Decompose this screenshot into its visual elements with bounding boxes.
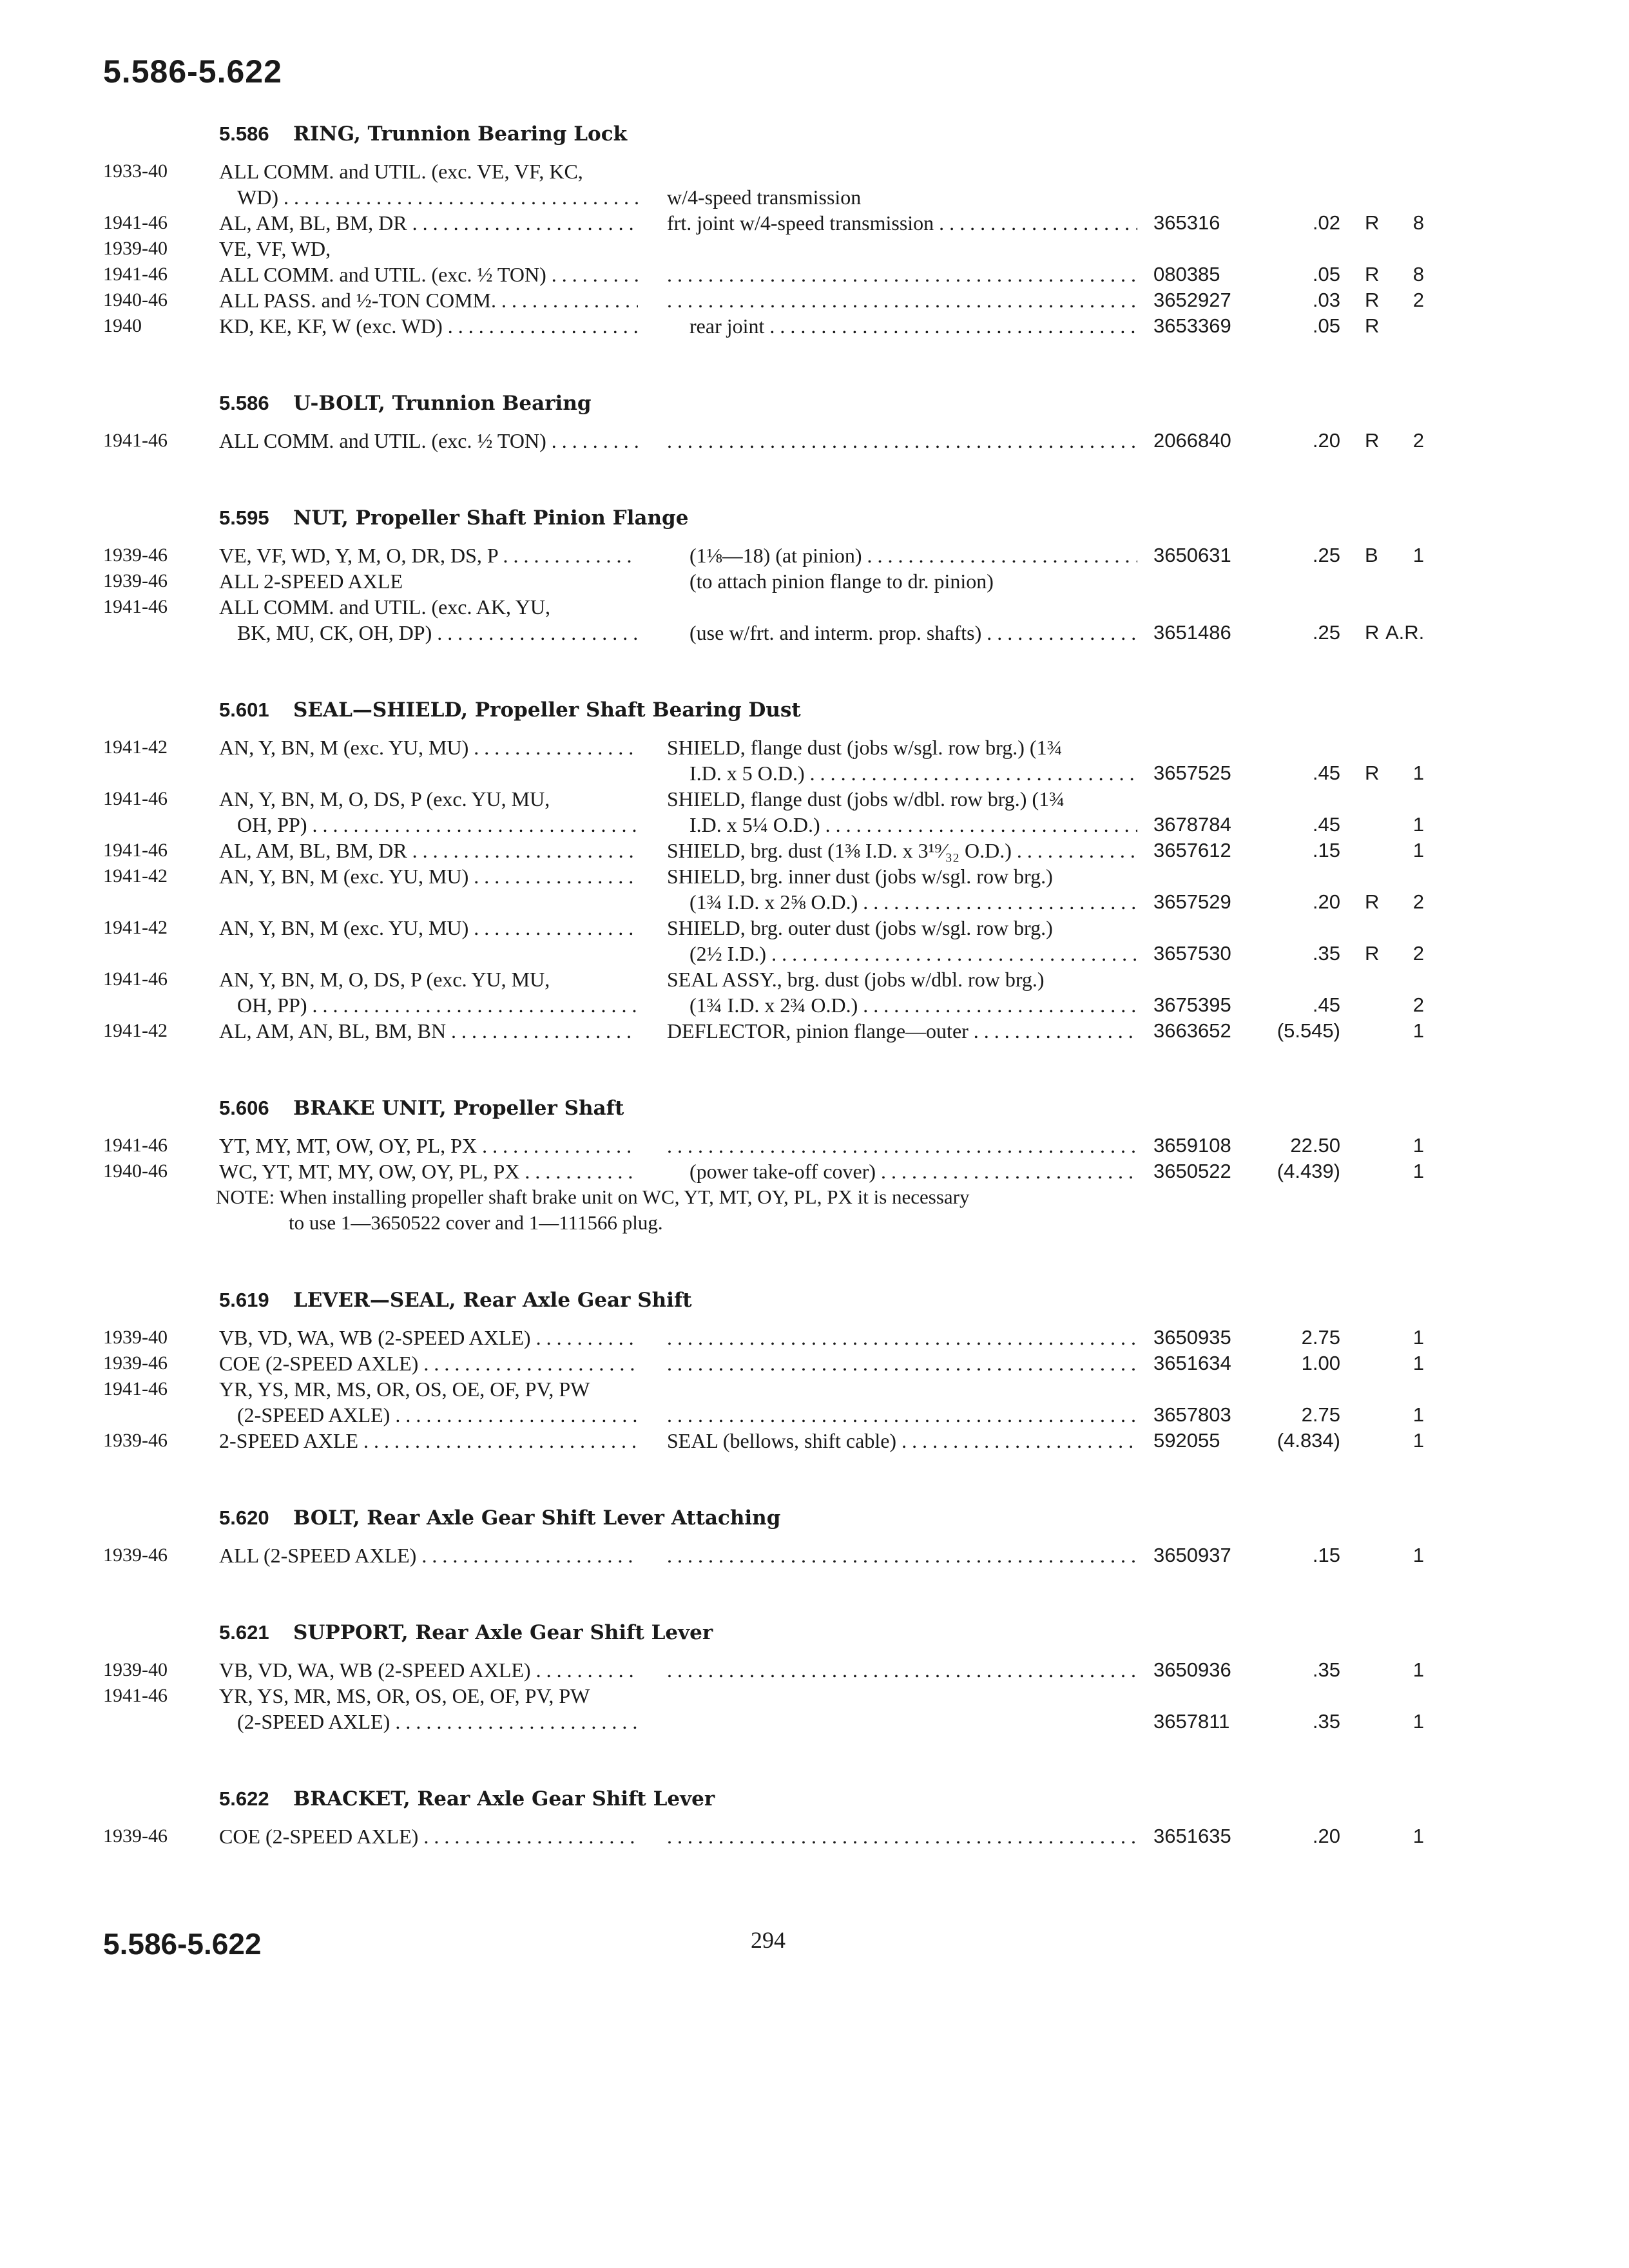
model-codes: AL, AM, BL, BM, DR . . . xyxy=(219,838,638,863)
section-title xyxy=(0,1500,1629,1542)
model-codes: VB, VD, WA, WB (2-SPEED AXLE) . . . xyxy=(219,1325,638,1350)
catalog-section xyxy=(0,1781,1629,1849)
parts-line xyxy=(0,1657,1629,1683)
part-number: 3678784 xyxy=(1153,813,1231,836)
section-title xyxy=(0,116,1629,159)
quantity: 2 xyxy=(1412,289,1424,311)
parts-line xyxy=(0,1428,1629,1454)
part-description: SHIELD, brg. outer dust (jobs w/sgl. row brg.) xyxy=(667,916,1053,939)
year-range: 1941-46 xyxy=(103,596,168,617)
list-price: .35 xyxy=(1312,1658,1340,1681)
quantity: 1 xyxy=(1412,1134,1424,1157)
catalog-section xyxy=(0,116,1629,339)
model-codes: AL, AM, BL, BM, DR . . . xyxy=(219,210,638,236)
quantity: 2 xyxy=(1412,429,1424,452)
parts-line xyxy=(0,543,1629,568)
year-range: 1941-46 xyxy=(103,840,168,861)
section-number: 5.621 xyxy=(219,1621,269,1644)
model-codes: ALL COMM. and UTIL. (exc. ½ TON) . . . xyxy=(219,428,638,454)
part-description xyxy=(667,1350,1137,1376)
part-description: rear joint . . . xyxy=(689,313,1137,339)
quantity: 1 xyxy=(1412,1160,1424,1182)
model-codes: KD, KE, KF, W (exc. WD) . . . xyxy=(219,313,638,339)
note-text: NOTE: When installing propeller shaft brake unit on WC, YT, MT, OY, PL, PX it is necessary xyxy=(216,1186,970,1208)
model-codes: WC, YT, MT, MY, OW, OY, PL, PX . . . xyxy=(219,1158,638,1184)
model-codes: (2-SPEED AXLE) . . . xyxy=(237,1402,638,1428)
section-number: 5.586 xyxy=(219,122,269,145)
section-note xyxy=(0,1210,1629,1236)
parts-line xyxy=(0,1133,1629,1158)
quantity: 1 xyxy=(1412,1326,1424,1349)
model-codes: ALL 2-SPEED AXLE xyxy=(219,570,403,593)
year-range: 1939-40 xyxy=(103,238,168,259)
part-description: (1¾ I.D. x 2⅝ O.D.) . . . xyxy=(689,889,1137,915)
parts-line xyxy=(0,428,1629,454)
price-class: R xyxy=(1365,762,1380,784)
model-codes: VB, VD, WA, WB (2-SPEED AXLE) . . . xyxy=(219,1657,638,1683)
part-number: 592055 xyxy=(1153,1429,1220,1452)
list-price: .35 xyxy=(1312,942,1340,965)
part-description xyxy=(667,1542,1137,1568)
year-range: 1939-46 xyxy=(103,1825,168,1847)
year-range: 1941-46 xyxy=(103,1135,168,1156)
section-name: SEAL—SHIELD, Propeller Shaft Bearing Dust xyxy=(293,698,801,722)
price-class: R xyxy=(1365,314,1380,337)
section-title xyxy=(0,385,1629,428)
model-codes: OH, PP) . . . xyxy=(237,992,638,1018)
year-range: 1941-42 xyxy=(103,865,168,887)
model-codes: ALL PASS. and ½-TON COMM. . . . xyxy=(219,287,638,313)
price-class: R xyxy=(1365,289,1380,311)
part-description: SHIELD, flange dust (jobs w/dbl. row brg.) (1¾ xyxy=(667,787,1065,811)
section-number: 5.606 xyxy=(219,1097,269,1119)
year-range: 1939-46 xyxy=(103,1430,168,1451)
part-description: (1⅛—18) (at pinion) . . . xyxy=(689,543,1137,568)
parts-line xyxy=(0,1325,1629,1350)
catalog-section xyxy=(0,1282,1629,1454)
section-title xyxy=(0,1090,1629,1133)
parts-line xyxy=(0,760,1629,786)
list-price: .20 xyxy=(1312,890,1340,913)
model-codes: BK, MU, CK, OH, DP) . . . xyxy=(237,620,638,646)
list-price: (4.834) xyxy=(1277,1429,1340,1452)
year-range: 1933-40 xyxy=(103,160,168,182)
list-price: 22.50 xyxy=(1290,1134,1340,1157)
catalog-section xyxy=(0,1500,1629,1568)
model-codes: COE (2-SPEED AXLE) . . . xyxy=(219,1823,638,1849)
model-codes: AL, AM, AN, BL, BM, BN . . . xyxy=(219,1018,638,1044)
part-description: SEAL ASSY., brg. dust (jobs w/dbl. row brg.) xyxy=(667,968,1045,991)
quantity: 1 xyxy=(1412,1019,1424,1042)
quantity: 2 xyxy=(1412,890,1424,913)
parts-line xyxy=(0,620,1629,646)
part-number: 3657612 xyxy=(1153,839,1231,861)
parts-line xyxy=(0,1402,1629,1428)
year-range: 1941-46 xyxy=(103,968,168,990)
part-description: SHIELD, brg. inner dust (jobs w/sgl. row brg.) xyxy=(667,865,1053,888)
part-description xyxy=(667,1402,1137,1428)
parts-line xyxy=(0,1018,1629,1044)
year-range: 1940-46 xyxy=(103,1160,168,1182)
quantity: 1 xyxy=(1412,1403,1424,1426)
part-number: 3650937 xyxy=(1153,1544,1231,1566)
part-description xyxy=(667,287,1137,313)
part-description xyxy=(667,1823,1137,1849)
part-number: 2066840 xyxy=(1153,429,1231,452)
part-number: 3653369 xyxy=(1153,314,1231,337)
parts-line xyxy=(0,236,1629,262)
section-name: NUT, Propeller Shaft Pinion Flange xyxy=(293,506,689,530)
part-number: 080385 xyxy=(1153,263,1220,285)
parts-line xyxy=(0,1683,1629,1709)
list-price: .45 xyxy=(1312,762,1340,784)
parts-catalog-sections xyxy=(0,116,1629,1896)
quantity: 1 xyxy=(1412,813,1424,836)
list-price: .05 xyxy=(1312,314,1340,337)
year-range: 1941-46 xyxy=(103,430,168,451)
list-price: .20 xyxy=(1312,429,1340,452)
parts-line xyxy=(0,262,1629,287)
model-codes: AN, Y, BN, M (exc. YU, MU) . . . xyxy=(219,863,638,889)
parts-line xyxy=(0,838,1629,863)
parts-line xyxy=(0,159,1629,184)
year-range: 1939-46 xyxy=(103,1544,168,1566)
part-description xyxy=(667,1657,1137,1683)
parts-line xyxy=(0,915,1629,941)
list-price: .45 xyxy=(1312,813,1340,836)
list-price: .25 xyxy=(1312,621,1340,644)
quantity: 1 xyxy=(1412,839,1424,861)
quantity: 1 xyxy=(1412,1825,1424,1847)
part-description: I.D. x 5¼ O.D.) . . . xyxy=(689,812,1137,838)
part-description xyxy=(667,1133,1137,1158)
quantity: 1 xyxy=(1412,1658,1424,1681)
part-number: 3650631 xyxy=(1153,544,1231,566)
part-description: SEAL (bellows, shift cable) . . . xyxy=(667,1428,1137,1454)
list-price: 2.75 xyxy=(1301,1326,1340,1349)
section-title xyxy=(0,1781,1629,1823)
part-number: 3657529 xyxy=(1153,890,1231,913)
model-codes: VE, VF, WD, xyxy=(219,237,331,260)
year-range: 1941-42 xyxy=(103,736,168,758)
year-range: 1939-46 xyxy=(103,570,168,591)
list-price: .05 xyxy=(1312,263,1340,285)
part-description: (to attach pinion flange to dr. pinion) xyxy=(689,570,994,593)
part-description xyxy=(667,428,1137,454)
part-description: I.D. x 5 O.D.) . . . xyxy=(689,760,1137,786)
quantity: 1 xyxy=(1412,1352,1424,1374)
parts-line xyxy=(0,735,1629,760)
part-number: 3650936 xyxy=(1153,1658,1231,1681)
section-number: 5.601 xyxy=(219,698,269,721)
part-description: SHIELD, flange dust (jobs w/sgl. row brg.) (1¾ xyxy=(667,736,1063,759)
section-number: 5.619 xyxy=(219,1289,269,1311)
section-name: BRAKE UNIT, Propeller Shaft xyxy=(293,1097,624,1120)
model-codes: WD) . . . xyxy=(237,184,638,210)
part-description xyxy=(667,262,1137,287)
year-range: 1939-40 xyxy=(103,1659,168,1680)
parts-line xyxy=(0,1709,1629,1735)
model-codes: AN, Y, BN, M (exc. YU, MU) . . . xyxy=(219,915,638,941)
part-number: 3657530 xyxy=(1153,942,1231,965)
list-price: .15 xyxy=(1312,839,1340,861)
part-description: (use w/frt. and interm. prop. shafts) . . . xyxy=(689,620,1137,646)
list-price: .45 xyxy=(1312,994,1340,1016)
model-codes: VE, VF, WD, Y, M, O, DR, DS, P . . . xyxy=(219,543,638,568)
price-class: R xyxy=(1365,429,1380,452)
list-price: 2.75 xyxy=(1301,1403,1340,1426)
section-name: BRACKET, Rear Axle Gear Shift Lever xyxy=(293,1787,715,1811)
part-number: 3657803 xyxy=(1153,1403,1231,1426)
section-name: SUPPORT, Rear Axle Gear Shift Lever xyxy=(293,1621,713,1644)
catalog-section xyxy=(0,1090,1629,1236)
part-number: 3651486 xyxy=(1153,621,1231,644)
catalog-section xyxy=(0,692,1629,1044)
catalog-section xyxy=(0,500,1629,646)
part-description: (2½ I.D.) . . . xyxy=(689,941,1137,966)
parts-line xyxy=(0,1823,1629,1849)
quantity: 8 xyxy=(1412,263,1424,285)
part-description: SHIELD, brg. dust (1⅜ I.D. x 3¹⁹⁄₃₂ O.D.) . . . xyxy=(667,838,1137,863)
model-codes: YT, MY, MT, OW, OY, PL, PX . . . xyxy=(219,1133,638,1158)
section-number: 5.586 xyxy=(219,392,269,414)
parts-line xyxy=(0,184,1629,210)
section-title xyxy=(0,692,1629,735)
section-number: 5.620 xyxy=(219,1506,269,1529)
catalog-section xyxy=(0,1615,1629,1735)
part-description: w/4-speed transmission xyxy=(667,186,862,209)
part-number: 3650935 xyxy=(1153,1326,1231,1349)
section-name: BOLT, Rear Axle Gear Shift Lever Attaching xyxy=(293,1506,781,1530)
list-price: (4.439) xyxy=(1277,1160,1340,1182)
model-codes: (2-SPEED AXLE) . . . xyxy=(237,1709,638,1735)
parts-line xyxy=(0,287,1629,313)
section-title xyxy=(0,1615,1629,1657)
parts-line xyxy=(0,210,1629,236)
section-number: 5.595 xyxy=(219,506,269,529)
parts-line xyxy=(0,568,1629,594)
year-range: 1941-42 xyxy=(103,917,168,938)
year-range: 1939-46 xyxy=(103,1352,168,1374)
section-title xyxy=(0,500,1629,543)
section-note xyxy=(0,1184,1629,1210)
year-range: 1941-46 xyxy=(103,788,168,809)
section-name: RING, Trunnion Bearing Lock xyxy=(293,122,628,146)
quantity: 8 xyxy=(1412,211,1424,234)
year-range: 1941-46 xyxy=(103,264,168,285)
part-number: 3650522 xyxy=(1153,1160,1231,1182)
page-header-code: 5.586-5.622 xyxy=(103,53,282,90)
year-range: 1939-46 xyxy=(103,544,168,566)
list-price: .02 xyxy=(1312,211,1340,234)
quantity: 1 xyxy=(1412,544,1424,566)
part-number: 3659108 xyxy=(1153,1134,1231,1157)
section-name: LEVER—SEAL, Rear Axle Gear Shift xyxy=(293,1289,692,1312)
part-description: frt. joint w/4-speed transmission . . . xyxy=(667,210,1137,236)
part-number: 3651635 xyxy=(1153,1825,1231,1847)
quantity: 2 xyxy=(1412,994,1424,1016)
model-codes: YR, YS, MR, MS, OR, OS, OE, OF, PV, PW xyxy=(219,1378,590,1401)
section-title xyxy=(0,1282,1629,1325)
part-description xyxy=(667,1325,1137,1350)
year-range: 1940 xyxy=(103,315,142,336)
model-codes: 2-SPEED AXLE . . . xyxy=(219,1428,638,1454)
parts-line xyxy=(0,812,1629,838)
part-number: 3663652 xyxy=(1153,1019,1231,1042)
part-number: 3675395 xyxy=(1153,994,1231,1016)
model-codes: YR, YS, MR, MS, OR, OS, OE, OF, PV, PW xyxy=(219,1684,590,1707)
list-price: (5.545) xyxy=(1277,1019,1340,1042)
page-footer-code: 5.586-5.622 xyxy=(103,1927,262,1961)
catalog-section xyxy=(0,385,1629,454)
price-class: R xyxy=(1365,942,1380,965)
parts-line xyxy=(0,1350,1629,1376)
price-class: R xyxy=(1365,890,1380,913)
quantity: A.R. xyxy=(1385,621,1425,644)
model-codes: ALL COMM. and UTIL. (exc. ½ TON) . . . xyxy=(219,262,638,287)
part-number: 3657525 xyxy=(1153,762,1231,784)
parts-line xyxy=(0,941,1629,966)
part-number: 3651634 xyxy=(1153,1352,1231,1374)
parts-line xyxy=(0,313,1629,339)
parts-line xyxy=(0,786,1629,812)
year-range: 1941-46 xyxy=(103,1685,168,1706)
list-price: 1.00 xyxy=(1301,1352,1340,1374)
model-codes: COE (2-SPEED AXLE) . . . xyxy=(219,1350,638,1376)
quantity: 1 xyxy=(1412,1710,1424,1733)
list-price: .15 xyxy=(1312,1544,1340,1566)
price-class: R xyxy=(1365,263,1380,285)
part-description: DEFLECTOR, pinion flange—outer . . . xyxy=(667,1018,1137,1044)
price-class: R xyxy=(1365,211,1380,234)
model-codes: AN, Y, BN, M (exc. YU, MU) . . . xyxy=(219,735,638,760)
section-name: U-BOLT, Trunnion Bearing xyxy=(293,392,592,415)
list-price: .25 xyxy=(1312,544,1340,566)
note-text: to use 1—3650522 cover and 1—111566 plug. xyxy=(289,1211,663,1234)
quantity: 2 xyxy=(1412,942,1424,965)
list-price: .35 xyxy=(1312,1710,1340,1733)
model-codes: ALL COMM. and UTIL. (exc. VE, VF, KC, xyxy=(219,160,583,183)
year-range: 1939-40 xyxy=(103,1327,168,1348)
year-range: 1941-46 xyxy=(103,212,168,233)
model-codes: OH, PP) . . . xyxy=(237,812,638,838)
quantity: 1 xyxy=(1412,1429,1424,1452)
quantity: 1 xyxy=(1412,762,1424,784)
model-codes: ALL (2-SPEED AXLE) . . . xyxy=(219,1542,638,1568)
price-class: R xyxy=(1365,621,1380,644)
part-number: 3652927 xyxy=(1153,289,1231,311)
part-description: (power take-off cover) . . . xyxy=(689,1158,1137,1184)
model-codes: ALL COMM. and UTIL. (exc. AK, YU, xyxy=(219,595,550,619)
year-range: 1941-42 xyxy=(103,1020,168,1041)
parts-line xyxy=(0,966,1629,992)
parts-line xyxy=(0,1158,1629,1184)
quantity: 1 xyxy=(1412,1544,1424,1566)
list-price: .03 xyxy=(1312,289,1340,311)
price-class: B xyxy=(1365,544,1378,566)
parts-line xyxy=(0,863,1629,889)
parts-line xyxy=(0,889,1629,915)
parts-line xyxy=(0,1542,1629,1568)
part-description: (1¾ I.D. x 2¾ O.D.) . . . xyxy=(689,992,1137,1018)
year-range: 1940-46 xyxy=(103,289,168,311)
list-price: .20 xyxy=(1312,1825,1340,1847)
page-number: 294 xyxy=(751,1927,786,1953)
model-codes: AN, Y, BN, M, O, DS, P (exc. YU, MU, xyxy=(219,787,550,811)
section-number: 5.622 xyxy=(219,1787,269,1810)
part-number: 3657811 xyxy=(1153,1710,1230,1733)
model-codes: AN, Y, BN, M, O, DS, P (exc. YU, MU, xyxy=(219,968,550,991)
year-range: 1941-46 xyxy=(103,1378,168,1399)
parts-line xyxy=(0,992,1629,1018)
parts-line xyxy=(0,1376,1629,1402)
parts-line xyxy=(0,594,1629,620)
part-number: 365316 xyxy=(1153,211,1220,234)
